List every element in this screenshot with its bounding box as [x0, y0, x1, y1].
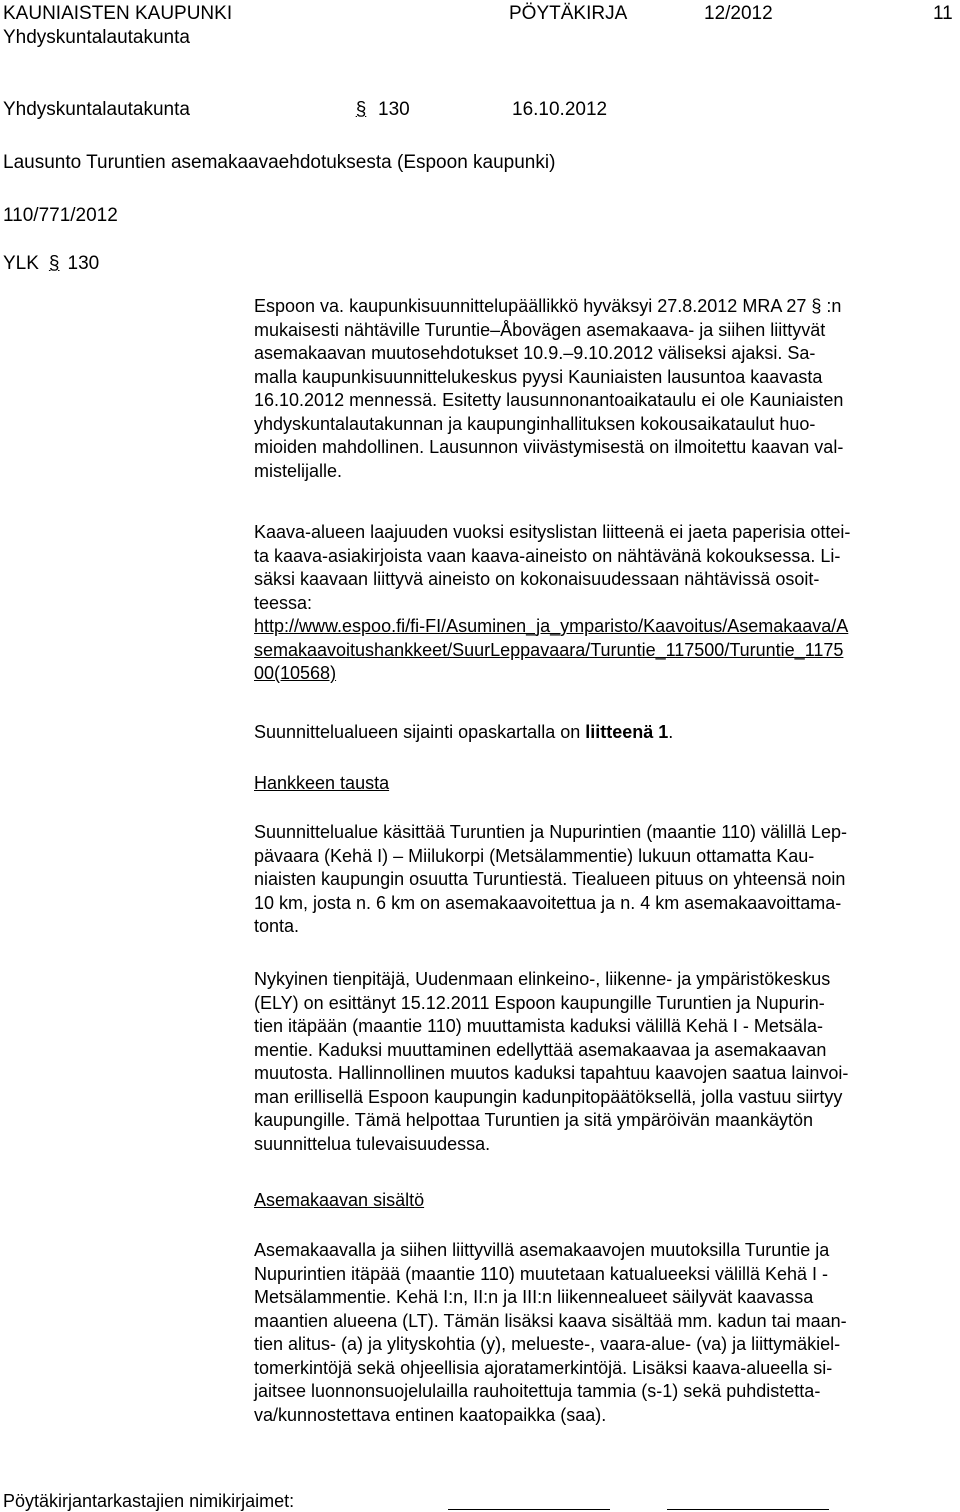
text-line: Nupurintien itäpää (maantie 110) muutetaan katualueeksi välillä Kehä I -	[254, 1263, 829, 1284]
text-line: tien alitus- (a) ja ylityskohtia (y), melueste-, vaara-alue- (va) ja liittymäkiel-	[254, 1334, 841, 1354]
meeting-date: 16.10.2012	[512, 99, 608, 120]
paragraph-appendix	[254, 721, 958, 745]
text-line: Nykyinen tienpitäjä, Uudenmaan elinkeino-, liikenne- ja ympäristökeskus	[254, 969, 831, 989]
text-line: Kaava-alueen laajuuden vuoksi esityslistan liitteenä ei jaeta paperisia ottei-	[254, 522, 851, 542]
paragraph-plan-content	[254, 1239, 958, 1427]
appendix-reference: liitteenä 1	[585, 722, 669, 742]
ylk-label: YLK	[3, 253, 39, 274]
appendix-period: .	[668, 722, 674, 742]
paragraph-materials	[254, 521, 958, 686]
doc-number: 12/2012	[704, 3, 773, 24]
espoo-plan-link-line[interactable]: http://www.espoo.fi/fi-FI/Asuminen_ja_ymparisto/Kaavoitus/Asemakaava/A	[254, 616, 849, 636]
text-line: Asemakaavalla ja siihen liittyvillä asemakaavojen muutoksilla Turuntie ja	[254, 1240, 830, 1260]
paragraph-planning-area	[254, 821, 958, 939]
text-line: ta kaava-asiakirjoista vaan kaava-aineisto on nähtävänä kokouksessa. Li-	[254, 545, 841, 566]
text-line: kaupungille. Tämä helpottaa Turuntien ja sitä ympäröivän maankäytön	[254, 1110, 814, 1130]
signature-label: Pöytäkirjantarkastajien nimikirjaimet:	[3, 1491, 295, 1511]
org-name: KAUNIAISTEN KAUPUNKI	[3, 3, 233, 24]
text-line: Metsälammentie. Kehä I:n, II:n ja III:n liikennealueet säilyvät kaavassa	[254, 1287, 814, 1307]
paragraph-road-owner	[254, 968, 958, 1156]
text-line: 16.10.2012 mennessä. Esitetty lausunnonantoaikataulu ei ole Kauniaisten	[254, 390, 844, 410]
heading-plan-content	[254, 1189, 958, 1213]
text-line: man erillisellä Espoon kaupungin kadunpitopäätöksellä, jolla vastuu siirtyy	[254, 1086, 843, 1107]
meeting-committee: Yhdyskuntalautakunta	[3, 99, 190, 120]
header-committee: Yhdyskuntalautakunta	[3, 27, 190, 48]
text-line: Espoon va. kaupunkisuunnittelupäällikkö hyväksyi 27.8.2012 MRA 27 § :n	[254, 296, 842, 316]
text-line: tomerkintöjä sekä ohjeellisia ajoratamerkintöjä. Lisäksi kaava-alueella si-	[254, 1357, 833, 1378]
text-line: teessa:	[254, 592, 313, 613]
espoo-plan-link-line[interactable]: semakaavoitushankkeet/SuurLeppavaara/Turuntie_117500/Turuntie_1175	[254, 639, 844, 660]
text-line: mukaisesti nähtäville Turuntie–Åbovägen asemakaava- ja siihen liittyvät	[254, 319, 826, 340]
text-line: Suunnittelualue käsittää Turuntien ja Nupurintien (maantie 110) välillä Lep-	[254, 822, 848, 842]
appendix-text: Suunnittelualueen sijainti opaskartalla on	[254, 722, 586, 742]
text-line: maantien alueena (LT). Tämän lisäksi kaava sisältää mm. kadun tai maan-	[254, 1310, 847, 1331]
text-line: va/kunnostettava entinen kaatopaikka (saa).	[254, 1404, 607, 1425]
text-line: muutosta. Hallinnollinen muutos kaduksi tapahtuu kaavojen saatua lainvoi-	[254, 1063, 849, 1083]
text-line: tonta.	[254, 916, 300, 936]
page-number: 11	[933, 3, 953, 24]
espoo-plan-link-line[interactable]: 00(10568)	[254, 663, 337, 683]
text-line: (ELY) on esittänyt 15.12.2011 Espoon kaupungille Turuntien ja Nupurin-	[254, 992, 825, 1013]
signature-line	[448, 1509, 610, 1510]
text-line: suunnittelua tulevaisuudessa.	[254, 1133, 491, 1154]
section-heading: Asemakaavan sisältö	[254, 1190, 425, 1210]
text-line: niaisten kaupungin osuutta Turuntiestä. Tiealueen pituus on yhteensä noin	[254, 869, 846, 889]
section-number: 130	[378, 99, 410, 120]
paragraph-intro	[254, 295, 958, 483]
signature-line	[667, 1509, 829, 1510]
text-line: pävaara (Kehä I) – Miilukorpi (Metsälammentie) lukuun ottamatta Kau-	[254, 845, 815, 866]
ylk-section	[3, 253, 99, 275]
text-line: säksi kaavaan liittyvä aineisto on kokonaisuudessaan nähtävissä osoit-	[254, 569, 820, 589]
text-line: yhdyskuntalautakunnan ja kaupunginhallituksen kokousaikataulut huo-	[254, 413, 816, 434]
ylk-number: 130	[67, 253, 100, 274]
text-line: mioiden mahdollinen. Lausunnon viivästymisestä on ilmoitettu kaavan val-	[254, 437, 844, 457]
text-line: 10 km, josta n. 6 km on asemakaavoitettua ja n. 4 km asemakaavoittama-	[254, 892, 842, 913]
text-line: mentie. Kaduksi muuttaminen edellyttää asemakaavaa ja asemakaavan	[254, 1039, 827, 1060]
file-number: 110/771/2012	[3, 205, 118, 226]
section-mark	[354, 99, 410, 121]
text-line: asemakaavan muutosehdotukset 10.9.–9.10.2012 väliseksi ajaksi. Sa-	[254, 343, 816, 363]
heading-background	[254, 772, 958, 796]
text-line: tien itäpään (maantie 110) muuttamista kaduksi välillä Kehä I - Metsäla-	[254, 1016, 823, 1036]
section-heading: Hankkeen tausta	[254, 773, 390, 793]
text-line: mistelijalle.	[254, 460, 343, 481]
document-subject: Lausunto Turuntien asemakaavaehdotuksesta (Espoon kaupunki)	[3, 152, 556, 173]
text-line: malla kaupunkisuunnittelukeskus pyysi Kauniaisten lausuntoa kaavasta	[254, 366, 823, 387]
section-sign-icon: §	[48, 253, 60, 274]
doc-type: PÖYTÄKIRJA	[509, 3, 628, 24]
text-line: jaitsee luonnonsuojelulailla rauhoitettuja tammia (s-1) sekä puhdistetta-	[254, 1381, 821, 1401]
section-sign-icon: §	[355, 99, 367, 120]
